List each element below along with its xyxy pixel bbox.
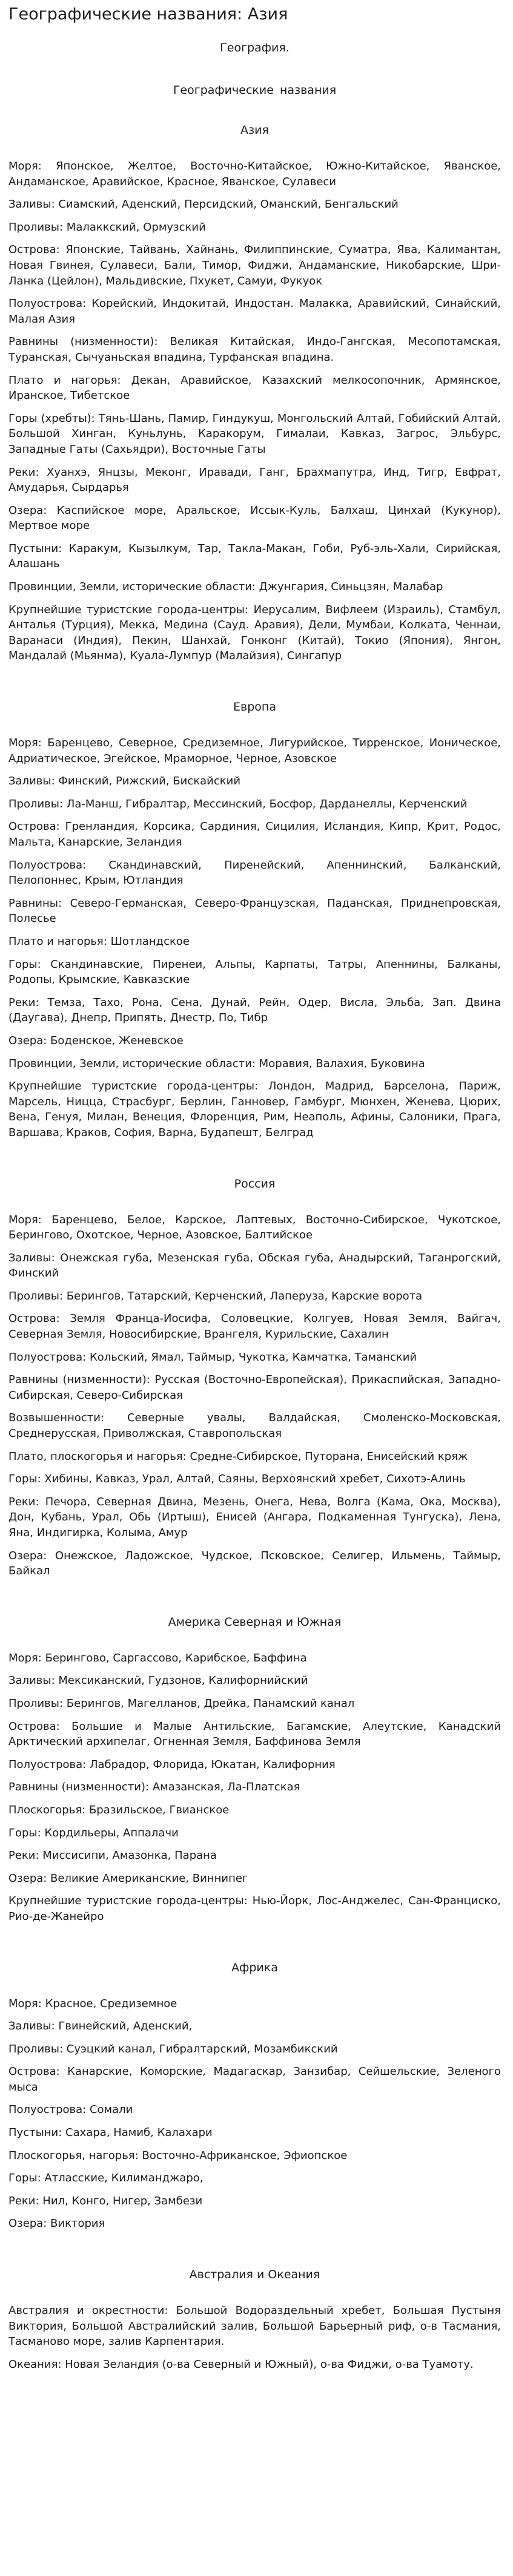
section-paragraph: Равнины (низменности): Амазанская, Ла-Платская — [8, 1781, 300, 1794]
section-paragraph: Моря: Японское, Желтое, Восточно-Китайское, Южно-Китайское, Яванское, Андаманское, Аравийское, Красное, Яванское, Сулавеси — [8, 160, 501, 188]
section-paragraph: Равнины (низменности): Русская (Восточно-Европейская), Прикаспийская, Западно-Сибирская, Северо-Сибирская — [8, 1373, 501, 1402]
section-paragraph: Озера: Виктория — [8, 2217, 105, 2230]
section-paragraph: Плато, плоскогорья и нагорья: Средне-Сибирское, Путорана, Енисейский кряж — [8, 1450, 468, 1463]
section-paragraph: Реки: Печора, Северная Двина, Мезень, Онега, Нева, Волга (Кама, Ока, Москва), Дон, Кубань, Урал, Обь (Иртыш), Енисей (Ангара, Подкаменная Тунгуска), Лена, Яна, Индигирка, Колыма, Амур — [8, 1495, 501, 1539]
section-paragraph: Крупнейшие туристские города-центры: Иерусалим, Вифлеем (Израиль), Стамбул, Анталья (Турция), Мекка, Медина (Сауд. Аравия), Дели, Мумбаи, Колката, Ченнаи, Варанаси (Индия), Пекин, Шанхай, Гонконг (Китай), Токио (Япония), Янгон, Мандалай (Мьянма), Куала-Лумпур (Малайзия), Сингапур — [8, 603, 501, 663]
section-paragraph: Пустыни: Сахара, Намиб, Калахари — [8, 2126, 213, 2140]
section-heading: Азия — [240, 123, 269, 137]
section-paragraph: Заливы: Финский, Рижский, Бискайский — [8, 775, 241, 788]
section-paragraph: Полуострова: Кольский, Ямал, Таймыр, Чукотка, Камчатка, Таманский — [8, 1350, 417, 1364]
section-paragraph: Возвышенности: Северные увалы, Валдайская, Смоленско-Московская, Среднерусская, Приволжская, Ставропольская — [8, 1411, 501, 1441]
section-paragraph: Крупнейшие туристские города-центры: Лондон, Мадрид, Барселона, Париж, Марсель, Ницца, Страсбург, Берлин, Ганновер, Гамбург, Мюнхен, Женева, Цюрих, Вена, Генуя, Милан, Венеция, Флоренция, Рим, Неаполь, Афины, Салоники, Прага, Варшава, Краков, София, Варна, Будапешт, Белград — [8, 1080, 501, 1139]
section-paragraph: Заливы: Онежская губа, Мезенская губа, Обская губа, Анадырский, Таганрогский, Финский — [8, 1251, 501, 1280]
section-paragraph: Проливы: Берингов, Татарский, Керченский, Лаперуза, Карские ворота — [8, 1289, 423, 1303]
section-paragraph: Горы: Хибины, Кавказ, Урал, Алтай, Саяны, Верхоянский хребет, Сихотэ-Алинь — [8, 1473, 466, 1486]
section-paragraph: Провинции, Земли, исторические области: Моравия, Валахия, Буковина — [8, 1057, 425, 1070]
document-heading: География. — [220, 41, 290, 54]
section-paragraph: Горы (хребты): Тянь-Шань, Памир, Гиндукуш, Монгольский Алтай, Гобийский Алтай, Большой Хинган, Куньлунь, Каракорум, Гималаи, Кавказ, Загрос, Эльбурс, Западные Гаты (Сахьядри), Восточные Гаты — [8, 412, 501, 456]
section-paragraph: Острова: Земля Франца-Иосифа, Соловецкие, Колгуев, Новая Земля, Вайгач, Северная Земля, Новосибирские, Врангеля, Курильские, Сахалин — [8, 1312, 501, 1341]
section-paragraph: Плато и нагорья: Шотландское — [8, 935, 190, 948]
section-paragraph: Проливы: Малаккский, Ормузский — [8, 220, 206, 234]
sections-container — [8, 122, 501, 2372]
section-paragraph: Горы: Кордильеры, Аппалачи — [8, 1826, 179, 1839]
section-paragraph: Заливы: Сиамский, Аденский, Персидский, Оманский, Бенгальский — [8, 198, 399, 211]
section-paragraph: Полуострова: Лабрадор, Флорида, Юкатан, Калифорния — [8, 1758, 336, 1771]
section-heading: Австралия и Океания — [189, 2268, 320, 2282]
section-paragraph: Реки: Темза, Тахо, Рона, Сена, Дунай, Рейн, Одер, Висла, Эльба, Зап. Двина (Даугава), Днепр, Припять, Днестр, По, Тибр — [8, 996, 501, 1025]
section-paragraph: Острова: Канарские, Коморские, Мадагаскар, Занзибар, Сейшельские, Зеленого мыса — [8, 2065, 501, 2094]
section-paragraph: Крупнейшие туристские города-центры: Нью-Йорк, Лос-Анджелес, Сан-Франциско, Рио-де-Жанейро — [8, 1894, 501, 1923]
section-paragraph: Моря: Берингово, Саргассово, Карибское, Баффина — [8, 1651, 307, 1664]
section-heading: Россия — [234, 1177, 276, 1191]
section-gap — [8, 1932, 501, 1960]
section-paragraph: Полуострова: Скандинавский, Пиренейский, Апеннинский, Балканский, Пелопоннес, Крым, Ютландия — [8, 858, 501, 887]
section-paragraph: Заливы: Гвинейский, Аденский, — [8, 2020, 193, 2033]
section-paragraph: Горы: Атласские, Килиманджаро, — [8, 2172, 204, 2185]
section-paragraph: Острова: Японские, Тайвань, Хайнань, Филиппинские, Суматра, Ява, Калимантан, Новая Гвинея, Сулавеси, Бали, Тимор, Фиджи, Андаманские, Никобарские, Шри-Ланка (Цейлон), Мальдивские, Пхукет, Самуи, Фукуок — [8, 243, 501, 288]
section-paragraph: Океания: Новая Зеландия (о-ва Северный и Южный), о-ва Фиджи, о-ва Туамоту. — [8, 2358, 474, 2371]
section-paragraph: Озера: Онежское, Ладожское, Чудское, Псковское, Селигер, Ильмень, Таймыр, Байкал — [8, 1549, 501, 1578]
section-paragraph: Австралия и окрестности: Большой Водораздельный хребет, Большая Пустыня Виктория, Большой Австралийский залив, Большой Барьерный риф, о-в Тасмания, Тасманово море, залив Карпентария. — [8, 2304, 501, 2348]
section-paragraph: Острова: Большие и Малые Антильские, Багамские, Алеутские, Канадский Арктический архипелаг, Огненная Земля, Баффинова Земля — [8, 1720, 501, 1749]
section-heading: Африка — [231, 1960, 278, 1974]
section — [8, 2267, 501, 2372]
section-paragraph: Реки: Миссисипи, Амазонка, Парана — [8, 1849, 217, 1862]
section-gap — [8, 2239, 501, 2267]
section-heading: Европа — [233, 700, 276, 714]
section-paragraph: Плоскогорья, нагорья: Восточно-Африканское, Эфиопское — [8, 2149, 348, 2162]
section-gap — [8, 1148, 501, 1176]
section-paragraph: Горы: Скандинавские, Пиренеи, Альпы, Карпаты, Татры, Апеннины, Балканы, Родопы, Крымские, Кавказские — [8, 958, 501, 987]
section-paragraph: Равнины: Северо-Германская, Северо-Французская, Паданская, Приднепровская, Полесье — [8, 896, 501, 925]
section-paragraph: Проливы: Ла-Манш, Гибралтар, Мессинский, Босфор, Дарданеллы, Керченский — [8, 797, 468, 810]
section-paragraph: Моря: Баренцево, Белое, Карское, Лаптевых, Восточно-Сибирское, Чукотское, Берингово, Охотское, Черное, Азовское, Балтийское — [8, 1213, 501, 1242]
section — [8, 699, 501, 1140]
section-paragraph: Острова: Гренландия, Корсика, Сардиния, Сицилия, Исландия, Кипр, Крит, Родос, Мальта, Канарские, Зеландия — [8, 820, 501, 849]
page-title: Географические названия: Азия — [8, 5, 288, 24]
section-paragraph: Полуострова: Сомали — [8, 2103, 133, 2117]
section-paragraph: Плато и нагорья: Декан, Аравийское, Казахский мелкосопочник, Армянское, Иранское, Тибетское — [8, 373, 501, 402]
section-heading: Америка Северная и Южная — [168, 1615, 342, 1629]
section-paragraph: Проливы: Берингов, Магелланов, Дрейка, Панамский канал — [8, 1697, 355, 1710]
section-paragraph: Реки: Хуанхэ, Янцзы, Меконг, Иравади, Ганг, Брахмапутра, Инд, Тигр, Евфрат, Амударья, Сырдарья — [8, 465, 501, 494]
section-paragraph: Моря: Баренцево, Северное, Средиземное, Лигурийское, Тирренское, Ионическое, Адриатическое, Эгейское, Мраморное, Черное, Азовское — [8, 737, 501, 765]
section-paragraph: Моря: Красное, Средиземное — [8, 1997, 177, 2010]
section-paragraph: Плоскогорья: Бразильское, Гвианское — [8, 1803, 230, 1816]
section-paragraph: Озера: Боденское, Женевское — [8, 1034, 184, 1047]
section-paragraph: Реки: Нил, Конго, Нигер, Замбези — [8, 2194, 203, 2207]
section — [8, 122, 501, 664]
section-paragraph: Пустыни: Каракум, Кызылкум, Тар, Такла-Макан, Гоби, Руб-эль-Хали, Сирийская, Алашань — [8, 542, 501, 571]
section-paragraph: Равнины (низменности): Великая Китайская, Индо-Гангская, Месопотамская, Туранская, Сычуаньская впадина, Турфанская впадина. — [8, 335, 501, 364]
section-paragraph: Озера: Каспийское море, Аральское, Иссык-Куль, Балхаш, Цинхай (Кукунор), Мертвое море — [8, 504, 501, 533]
section-gap — [8, 671, 501, 699]
section — [8, 1960, 501, 2232]
section-paragraph: Озера: Великие Американские, Виннипег — [8, 1871, 248, 1885]
section — [8, 1614, 501, 1925]
document-subheading: Географические названия — [173, 84, 337, 97]
section — [8, 1176, 501, 1579]
section-paragraph: Заливы: Мексиканский, Гудзонов, Калифорнийский — [8, 1674, 308, 1687]
section-paragraph: Провинции, Земли, исторические области: Джунгария, Синьцзян, Малабар — [8, 580, 443, 594]
section-paragraph: Полуострова: Корейский, Индокитай, Индостан. Малакка, Аравийский, Синайский, Малая Азия — [8, 297, 501, 326]
section-paragraph: Проливы: Суэцкий канал, Гибралтарский, Мозамбикский — [8, 2042, 338, 2055]
section-gap — [8, 1586, 501, 1614]
